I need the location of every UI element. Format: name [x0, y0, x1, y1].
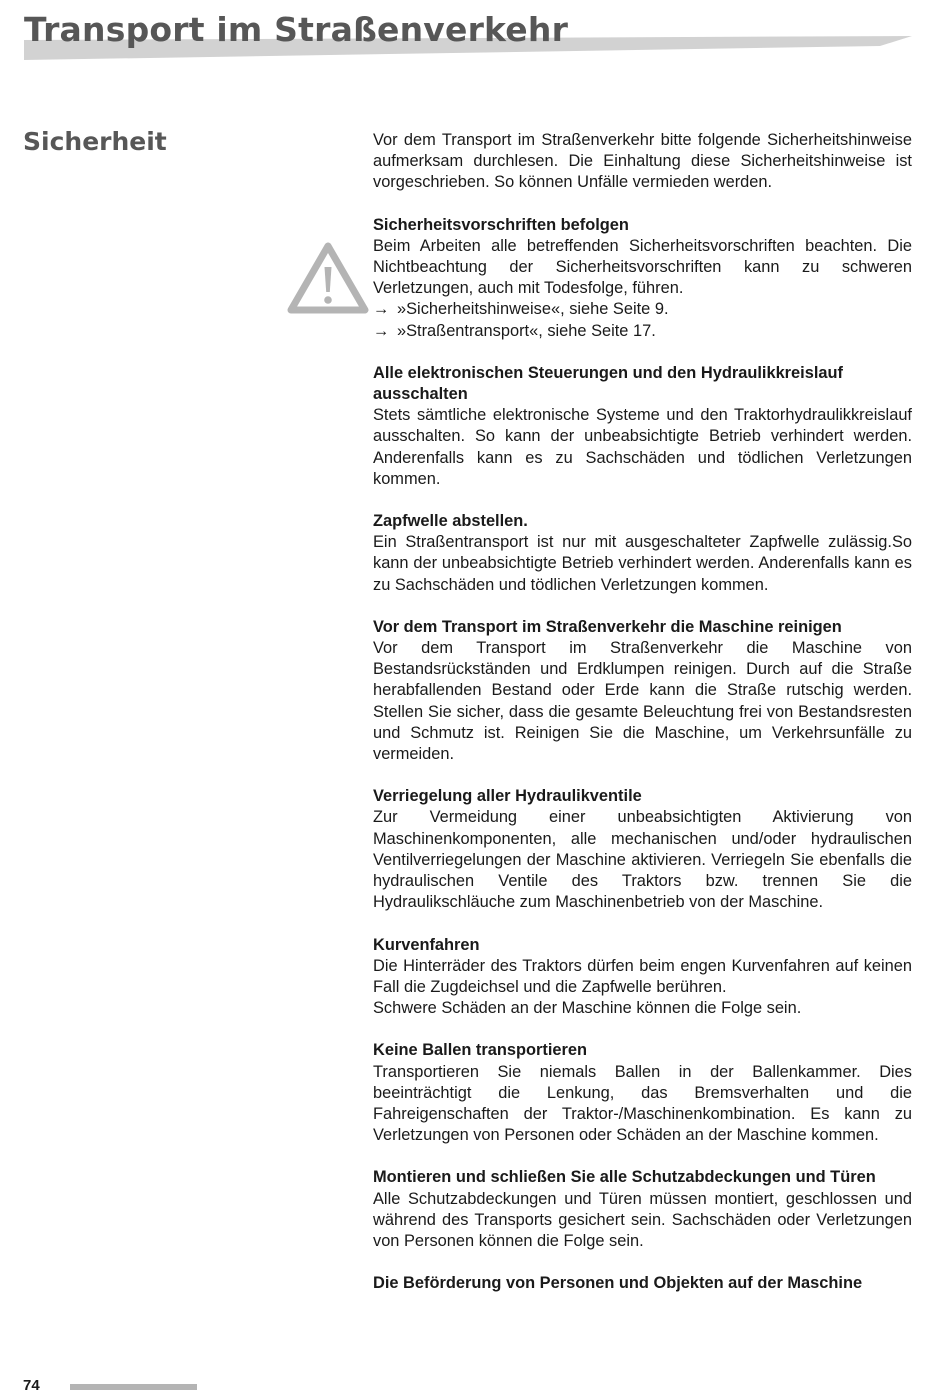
block-steuerungen-ausschalten	[373, 363, 912, 490]
block-title: Keine Ballen transportieren	[373, 1041, 588, 1060]
block-text: Stets sämtliche elektronische Systeme und den Traktorhydraulikkreislauf ausschalten. So kann der unbeabsichtigte Betrieb verhindert werden. Anderenfalls kann es zu Sachschäden und tödlichen Verletzungen kommen.	[373, 406, 912, 488]
block-text: Die Hinterräder des Traktors dürfen beim engen Kurvenfahren auf keinen Fall die Zugdeichsel und die Zapfwelle berühren.	[373, 956, 912, 996]
block-hydraulikventile	[373, 786, 912, 913]
block-title: Verriegelung aller Hydraulikventile	[373, 787, 642, 806]
block-title: Montieren und schließen Sie alle Schutzabdeckungen und Türen	[373, 1168, 876, 1187]
block-sicherheitsvorschriften	[373, 215, 912, 342]
block-schutzabdeckungen	[373, 1167, 912, 1252]
block-title: Vor dem Transport im Straßenverkehr die Maschine reinigen	[373, 617, 842, 636]
page-header-title: Transport im Straßenverkehr	[24, 10, 569, 49]
block-text: Zur Vermeidung einer unbeabsichtigten Aktivierung von Maschinenkomponenten, alle mechanischen und/oder hydraulischen Ventilverriegelungen der Maschine aktivieren. Verriegeln Sie ebenfalls die hydraulischen Ventile des Traktors bzw. trennen Sie die Hydraulikschläuche zum Maschinenbetrieb von der Maschine.	[373, 808, 912, 912]
block-kurvenfahren	[373, 935, 912, 1020]
arrow-right-icon: →	[373, 321, 390, 340]
warning-triangle-icon	[287, 241, 369, 315]
reference-text: »Sicherheitshinweise«, siehe Seite 9.	[397, 300, 669, 319]
page-reference	[373, 321, 912, 342]
section-title: Sicherheit	[23, 127, 167, 156]
block-title: Alle elektronischen Steuerungen und den Hydraulikkreislauf ausschalten	[373, 363, 843, 404]
block-title: Zapfwelle abstellen.	[373, 512, 528, 531]
block-maschine-reinigen	[373, 617, 912, 765]
block-befoerderung-personen	[373, 1273, 912, 1294]
block-text-2: Schwere Schäden an der Maschine können die Folge sein.	[373, 999, 802, 1018]
page-number: 74	[23, 1377, 40, 1394]
footer-bar	[70, 1384, 197, 1390]
block-text: Alle Schutzabdeckungen und Türen müssen montiert, geschlossen und während des Transports gesichert sein. Sachschäden oder Verletzungen von Personen können die Folge sein.	[373, 1189, 912, 1250]
intro-block	[373, 130, 912, 194]
block-title: Kurvenfahren	[373, 935, 480, 954]
block-keine-ballen	[373, 1040, 912, 1146]
block-text: Ein Straßentransport ist nur mit ausgeschalteter Zapfwelle zulässig.So kann der unbeabsichtigte Betrieb verhindert werden. Anderenfalls kann es zu Sachschäden und tödlichen Verletzungen kommen.	[373, 533, 912, 594]
block-text: Vor dem Transport im Straßenverkehr die Maschine von Bestandsrückständen und Erdklumpen reinigen. Durch auf die Straße herabfallenden Bestand oder Erde kann die Straße rutschig werden. Stellen Sie sicher, dass die gesamte Beleuchtung frei von Bestandsresten und Schmutz ist. Reinigen Sie die Maschine, um Verkehrsunfälle zu vermeiden.	[373, 639, 912, 764]
arrow-right-icon: →	[373, 300, 390, 319]
intro-text: Vor dem Transport im Straßenverkehr bitte folgende Sicherheitshinweise aufmerksam durchlesen. Die Einhaltung diese Sicherheitshinweise ist vorgeschrieben. So können Unfälle vermieden werden.	[373, 131, 912, 192]
block-zapfwelle-abstellen	[373, 511, 912, 596]
block-text: Transportieren Sie niemals Ballen in der Ballenkammer. Dies beeinträchtigt die Lenkung, das Bremsverhalten und die Fahreigenschaften der Traktor-/Maschinenkombination. Es kann zu Verletzungen von Personen oder Schäden an der Maschine kommen.	[373, 1062, 912, 1145]
content-column	[373, 130, 912, 1315]
reference-text: »Straßentransport«, siehe Seite 17.	[397, 321, 656, 340]
block-text: Beim Arbeiten alle betreffenden Sicherheitsvorschriften beachten. Die Nichtbeachtung der Sicherheitsvorschriften kann zu schweren Verletzungen, auch mit Todesfolge, führen.	[373, 236, 912, 298]
block-title: Sicherheitsvorschriften befolgen	[373, 215, 629, 234]
page-reference	[373, 299, 912, 320]
block-title: Die Beförderung von Personen und Objekten auf der Maschine	[373, 1274, 863, 1293]
